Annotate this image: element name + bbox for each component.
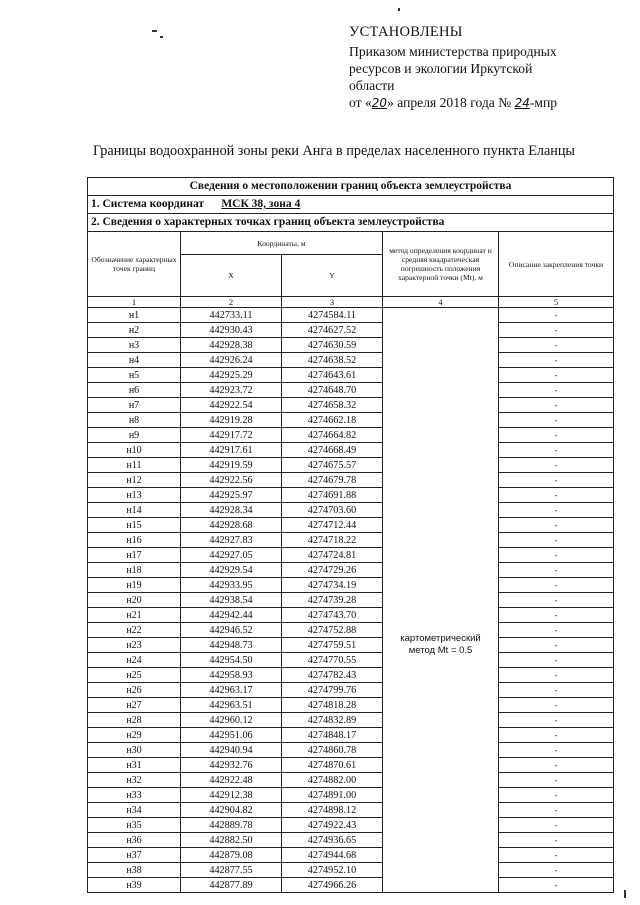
x-coord-cell: 442733.11 xyxy=(181,308,282,323)
approval-stamp xyxy=(349,24,619,112)
point-id-cell: н19 xyxy=(88,578,181,593)
y-coord-cell: 4274668.49 xyxy=(282,443,383,458)
fixing-desc-cell: - xyxy=(499,698,614,713)
point-id-cell: н6 xyxy=(88,383,181,398)
y-coord-cell: 4274752.88 xyxy=(282,623,383,638)
y-coord-cell: 4274648.70 xyxy=(282,383,383,398)
fixing-desc-cell: - xyxy=(499,788,614,803)
fixing-desc-cell: - xyxy=(499,578,614,593)
fixing-desc-cell: - xyxy=(499,413,614,428)
table-row xyxy=(88,593,614,608)
point-id-cell: н27 xyxy=(88,698,181,713)
column-number-row xyxy=(88,297,614,308)
y-coord-cell: 4274658.32 xyxy=(282,398,383,413)
fixing-desc-cell: - xyxy=(499,758,614,773)
table-row xyxy=(88,368,614,383)
point-id-cell: н22 xyxy=(88,623,181,638)
fixing-desc-cell: - xyxy=(499,563,614,578)
stamp-line-2: ресурсов и экологии Иркутской xyxy=(349,61,533,76)
fixing-desc-cell: - xyxy=(499,653,614,668)
table-row xyxy=(88,323,614,338)
coord-system-label: 1. Система координат xyxy=(91,198,205,210)
table-row xyxy=(88,638,614,653)
col-header-desc: Описание закрепления точки xyxy=(499,232,614,297)
coord-system-value: МСК 38, зона 4 xyxy=(221,198,301,210)
y-coord-cell: 4274627.52 xyxy=(282,323,383,338)
x-coord-cell: 442926.24 xyxy=(181,353,282,368)
fixing-desc-cell: - xyxy=(499,458,614,473)
stamp-heading: УСТАНОВЛЕНЫ xyxy=(349,24,463,40)
table-row xyxy=(88,503,614,518)
point-id-cell: н15 xyxy=(88,518,181,533)
x-coord-cell: 442951.06 xyxy=(181,728,282,743)
table-row xyxy=(88,683,614,698)
fixing-desc-cell: - xyxy=(499,323,614,338)
fixing-desc-cell: - xyxy=(499,593,614,608)
point-id-cell: н10 xyxy=(88,443,181,458)
x-coord-cell: 442922.48 xyxy=(181,773,282,788)
point-id-cell: н31 xyxy=(88,758,181,773)
fixing-desc-cell: - xyxy=(499,608,614,623)
table-row xyxy=(88,488,614,503)
table-row xyxy=(88,383,614,398)
point-id-cell: н25 xyxy=(88,668,181,683)
handwritten-number: 24 xyxy=(514,96,530,110)
y-coord-cell: 4274664.82 xyxy=(282,428,383,443)
table-row xyxy=(88,728,614,743)
stamp-line-3: области xyxy=(349,78,395,93)
y-coord-cell: 4274799.76 xyxy=(282,683,383,698)
point-id-cell: н32 xyxy=(88,773,181,788)
fixing-desc-cell: - xyxy=(499,848,614,863)
x-coord-cell: 442904.82 xyxy=(181,803,282,818)
x-coord-cell: 442938.54 xyxy=(181,593,282,608)
fixing-desc-cell: - xyxy=(499,473,614,488)
fixing-desc-cell: - xyxy=(499,398,614,413)
x-coord-cell: 442946.52 xyxy=(181,623,282,638)
x-coord-cell: 442954.50 xyxy=(181,653,282,668)
y-coord-cell: 4274679.78 xyxy=(282,473,383,488)
table-row xyxy=(88,833,614,848)
x-coord-cell: 442922.54 xyxy=(181,398,282,413)
x-coord-cell: 442927.83 xyxy=(181,533,282,548)
y-coord-cell: 4274870.61 xyxy=(282,758,383,773)
section-header: Сведения о местоположении границ объекта землеустройства xyxy=(88,178,614,196)
point-id-cell: н21 xyxy=(88,608,181,623)
section-header-row xyxy=(88,178,614,196)
table-row xyxy=(88,608,614,623)
stamp-line-1: Приказом министерства природных xyxy=(349,44,557,59)
x-coord-cell: 442960.12 xyxy=(181,713,282,728)
handwritten-day: 20 xyxy=(371,96,388,110)
point-id-cell: н16 xyxy=(88,533,181,548)
point-id-cell: н18 xyxy=(88,563,181,578)
table-row xyxy=(88,443,614,458)
x-coord-cell: 442925.97 xyxy=(181,488,282,503)
y-coord-cell: 4274944.68 xyxy=(282,848,383,863)
point-id-cell: н30 xyxy=(88,743,181,758)
y-coord-cell: 4274584.11 xyxy=(282,308,383,323)
table-row xyxy=(88,518,614,533)
y-coord-cell: 4274891.00 xyxy=(282,788,383,803)
fixing-desc-cell: - xyxy=(499,668,614,683)
y-coord-cell: 4274770.55 xyxy=(282,653,383,668)
point-id-cell: н17 xyxy=(88,548,181,563)
point-id-cell: н24 xyxy=(88,653,181,668)
point-id-cell: н36 xyxy=(88,833,181,848)
y-coord-cell: 4274739.28 xyxy=(282,593,383,608)
fixing-desc-cell: - xyxy=(499,353,614,368)
fixing-desc-cell: - xyxy=(499,743,614,758)
table-row xyxy=(88,848,614,863)
y-coord-cell: 4274848.17 xyxy=(282,728,383,743)
fixing-desc-cell: - xyxy=(499,443,614,458)
fixing-desc-cell: - xyxy=(499,623,614,638)
table-row xyxy=(88,308,614,323)
table-row xyxy=(88,578,614,593)
y-coord-cell: 4274743.70 xyxy=(282,608,383,623)
x-coord-cell: 442927.05 xyxy=(181,548,282,563)
fixing-desc-cell: - xyxy=(499,878,614,893)
table-row xyxy=(88,338,614,353)
stamp-date-line xyxy=(349,94,619,112)
date-prefix: от « xyxy=(349,95,372,110)
col-number: 1 xyxy=(88,297,181,308)
x-coord-cell: 442929.54 xyxy=(181,563,282,578)
point-id-cell: н33 xyxy=(88,788,181,803)
y-coord-cell: 4274703.60 xyxy=(282,503,383,518)
table-row xyxy=(88,773,614,788)
x-coord-cell: 442932.76 xyxy=(181,758,282,773)
y-coord-cell: 4274718.22 xyxy=(282,533,383,548)
table-row xyxy=(88,668,614,683)
table-row xyxy=(88,788,614,803)
point-id-cell: н37 xyxy=(88,848,181,863)
x-coord-cell: 442879.08 xyxy=(181,848,282,863)
table-row xyxy=(88,758,614,773)
point-id-cell: н9 xyxy=(88,428,181,443)
table-row xyxy=(88,803,614,818)
col-header-point: Обозначение характерных точек границ xyxy=(88,232,181,297)
y-coord-cell: 4274724.81 xyxy=(282,548,383,563)
fixing-desc-cell: - xyxy=(499,833,614,848)
point-id-cell: н23 xyxy=(88,638,181,653)
x-coord-cell: 442917.72 xyxy=(181,428,282,443)
col-number: 4 xyxy=(383,297,499,308)
point-id-cell: н28 xyxy=(88,713,181,728)
points-header-row xyxy=(88,214,614,232)
x-coord-cell: 442963.51 xyxy=(181,698,282,713)
table-row xyxy=(88,353,614,368)
x-coord-cell: 442963.17 xyxy=(181,683,282,698)
fixing-desc-cell: - xyxy=(499,548,614,563)
fixing-desc-cell: - xyxy=(499,383,614,398)
point-id-cell: н1 xyxy=(88,308,181,323)
fixing-desc-cell: - xyxy=(499,638,614,653)
point-id-cell: н35 xyxy=(88,818,181,833)
y-coord-cell: 4274952.10 xyxy=(282,863,383,878)
point-id-cell: н20 xyxy=(88,593,181,608)
col-header-y: Y xyxy=(282,255,383,297)
point-id-cell: н26 xyxy=(88,683,181,698)
x-coord-cell: 442912.38 xyxy=(181,788,282,803)
fixing-desc-cell: - xyxy=(499,728,614,743)
col-header-method: метод определения координат и средняя квадратическая погрешность положения характерной точки (Mt), м xyxy=(383,232,499,297)
fixing-desc-cell: - xyxy=(499,308,614,323)
fixing-desc-cell: - xyxy=(499,503,614,518)
col-number: 5 xyxy=(499,297,614,308)
table-row xyxy=(88,653,614,668)
x-coord-cell: 442923.72 xyxy=(181,383,282,398)
table-row xyxy=(88,713,614,728)
document-title: Границы водоохранной зоны реки Анга в пределах населенного пункта Еланцы xyxy=(93,143,575,159)
table-row xyxy=(88,458,614,473)
point-id-cell: н13 xyxy=(88,488,181,503)
order-suffix: -мпр xyxy=(529,95,558,110)
x-coord-cell: 442958.93 xyxy=(181,668,282,683)
method-cell: картометрический метод Mt = 0.5 xyxy=(383,308,499,893)
y-coord-cell: 4274630.59 xyxy=(282,338,383,353)
x-coord-cell: 442889.78 xyxy=(181,818,282,833)
point-id-cell: н3 xyxy=(88,338,181,353)
col-header-coords: Координаты, м xyxy=(181,232,383,255)
y-coord-cell: 4274643.61 xyxy=(282,368,383,383)
fixing-desc-cell: - xyxy=(499,683,614,698)
x-coord-cell: 442948.73 xyxy=(181,638,282,653)
col-number: 3 xyxy=(282,297,383,308)
fixing-desc-cell: - xyxy=(499,803,614,818)
table-row xyxy=(88,413,614,428)
x-coord-cell: 442919.28 xyxy=(181,413,282,428)
table-row xyxy=(88,863,614,878)
table-row xyxy=(88,428,614,443)
x-coord-cell: 442877.89 xyxy=(181,878,282,893)
table-row xyxy=(88,533,614,548)
x-coord-cell: 442930.43 xyxy=(181,323,282,338)
fixing-desc-cell: - xyxy=(499,773,614,788)
x-coord-cell: 442928.38 xyxy=(181,338,282,353)
coord-system-row xyxy=(88,196,614,214)
fixing-desc-cell: - xyxy=(499,428,614,443)
y-coord-cell: 4274734.19 xyxy=(282,578,383,593)
table-row xyxy=(88,473,614,488)
column-header-row xyxy=(88,232,614,255)
x-coord-cell: 442877.55 xyxy=(181,863,282,878)
y-coord-cell: 4274860.78 xyxy=(282,743,383,758)
point-id-cell: н2 xyxy=(88,323,181,338)
y-coord-cell: 4274729.26 xyxy=(282,563,383,578)
coord-system-cell xyxy=(88,196,614,214)
fixing-desc-cell: - xyxy=(499,863,614,878)
x-coord-cell: 442919.59 xyxy=(181,458,282,473)
y-coord-cell: 4274782.43 xyxy=(282,668,383,683)
table-row xyxy=(88,818,614,833)
point-id-cell: н12 xyxy=(88,473,181,488)
point-id-cell: н11 xyxy=(88,458,181,473)
point-id-cell: н34 xyxy=(88,803,181,818)
y-coord-cell: 4274638.52 xyxy=(282,353,383,368)
y-coord-cell: 4274662.18 xyxy=(282,413,383,428)
point-id-cell: н39 xyxy=(88,878,181,893)
table-row xyxy=(88,698,614,713)
y-coord-cell: 4274691.88 xyxy=(282,488,383,503)
x-coord-cell: 442928.68 xyxy=(181,518,282,533)
point-id-cell: н38 xyxy=(88,863,181,878)
fixing-desc-cell: - xyxy=(499,518,614,533)
point-id-cell: н5 xyxy=(88,368,181,383)
y-coord-cell: 4274712.44 xyxy=(282,518,383,533)
fixing-desc-cell: - xyxy=(499,488,614,503)
boundary-points-table xyxy=(87,177,614,893)
point-id-cell: н29 xyxy=(88,728,181,743)
point-id-cell: н4 xyxy=(88,353,181,368)
y-coord-cell: 4274936.65 xyxy=(282,833,383,848)
x-coord-cell: 442928.34 xyxy=(181,503,282,518)
table-row xyxy=(88,623,614,638)
y-coord-cell: 4274898.12 xyxy=(282,803,383,818)
y-coord-cell: 4274759.51 xyxy=(282,638,383,653)
fixing-desc-cell: - xyxy=(499,368,614,383)
x-coord-cell: 442882.50 xyxy=(181,833,282,848)
x-coord-cell: 442922.56 xyxy=(181,473,282,488)
point-id-cell: н14 xyxy=(88,503,181,518)
col-header-x: X xyxy=(181,255,282,297)
fixing-desc-cell: - xyxy=(499,818,614,833)
point-id-cell: н7 xyxy=(88,398,181,413)
table-row xyxy=(88,398,614,413)
x-coord-cell: 442942.44 xyxy=(181,608,282,623)
x-coord-cell: 442940.94 xyxy=(181,743,282,758)
date-middle: » апреля 2018 года № xyxy=(387,95,512,110)
y-coord-cell: 4274922.43 xyxy=(282,818,383,833)
fixing-desc-cell: - xyxy=(499,338,614,353)
y-coord-cell: 4274832.89 xyxy=(282,713,383,728)
fixing-desc-cell: - xyxy=(499,713,614,728)
table-row xyxy=(88,743,614,758)
x-coord-cell: 442917.61 xyxy=(181,443,282,458)
y-coord-cell: 4274882.00 xyxy=(282,773,383,788)
table-row xyxy=(88,563,614,578)
y-coord-cell: 4274818.28 xyxy=(282,698,383,713)
table-row xyxy=(88,548,614,563)
point-id-cell: н8 xyxy=(88,413,181,428)
fixing-desc-cell: - xyxy=(499,533,614,548)
y-coord-cell: 4274675.57 xyxy=(282,458,383,473)
x-coord-cell: 442925.29 xyxy=(181,368,282,383)
y-coord-cell: 4274966.26 xyxy=(282,878,383,893)
table-row xyxy=(88,878,614,893)
points-header: 2. Сведения о характерных точках границ объекта землеустройства xyxy=(88,214,614,232)
col-number: 2 xyxy=(181,297,282,308)
x-coord-cell: 442933.95 xyxy=(181,578,282,593)
